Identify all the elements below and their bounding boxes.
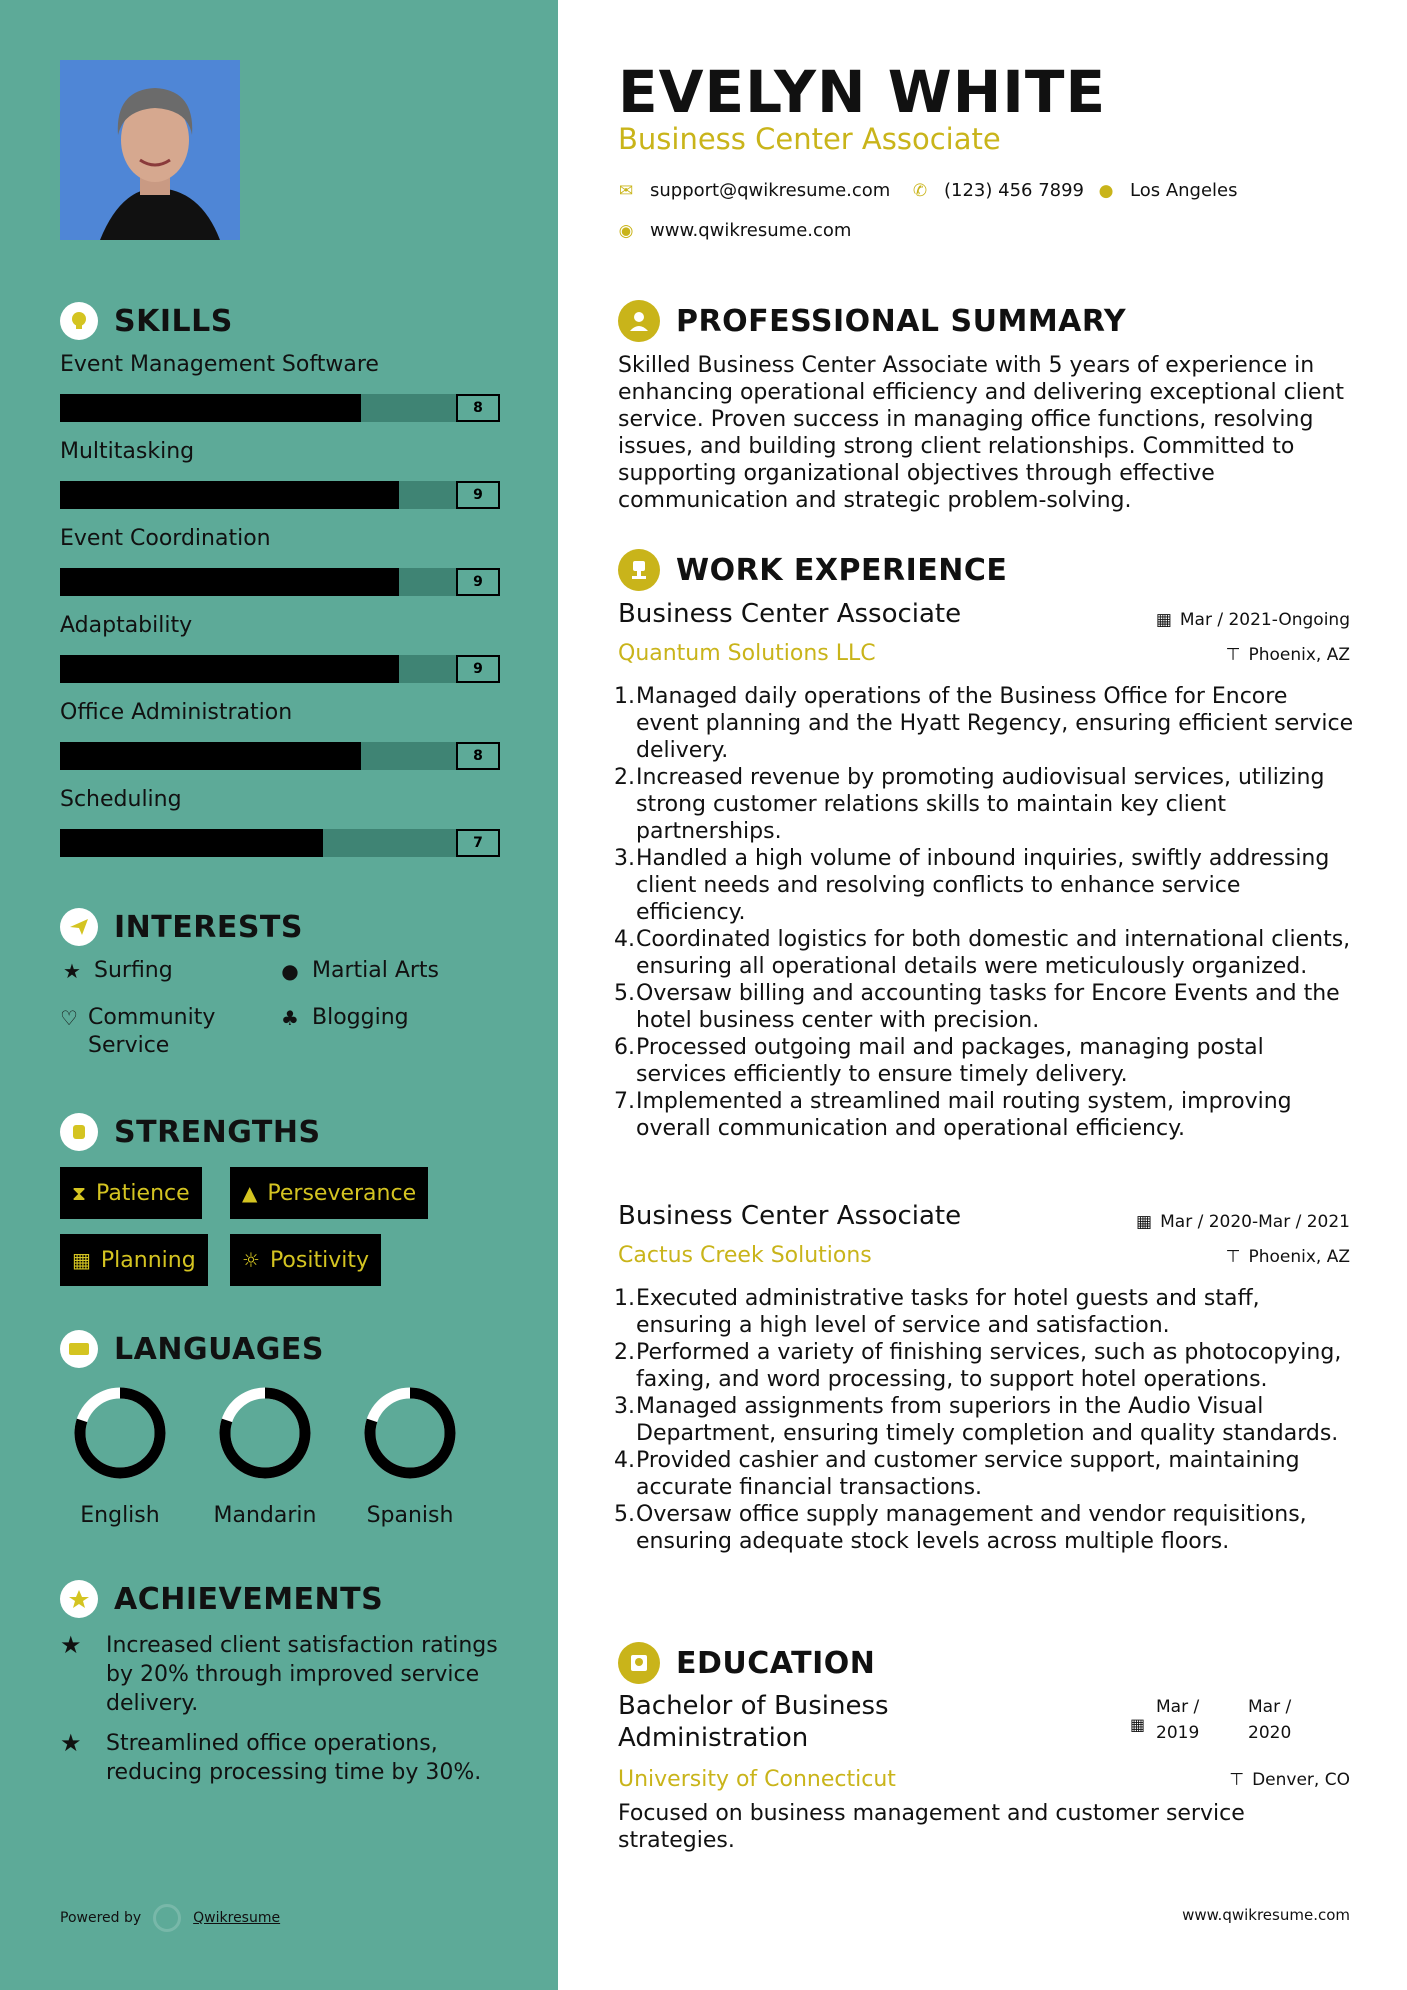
skill-row	[60, 700, 500, 770]
education-degree: Bachelor of Business Administration	[618, 1691, 889, 1753]
skill-value: 8	[456, 742, 500, 770]
star-list-icon: ★	[60, 1631, 82, 1659]
job-dates	[1156, 610, 1350, 630]
language-item	[340, 1385, 480, 1528]
language-label: Spanish	[366, 1503, 454, 1528]
skill-value: 9	[456, 568, 500, 596]
skill-bar-fill	[60, 481, 399, 509]
location-text: Los Angeles	[1130, 180, 1238, 201]
handshake-icon: ♡	[60, 1006, 78, 1030]
powered-label: Powered by	[60, 1910, 142, 1926]
powered-by	[60, 1904, 280, 1932]
achievement-item	[60, 1631, 500, 1718]
skill-label: Adaptability	[60, 613, 193, 638]
job-dates	[1136, 1212, 1350, 1232]
language-item	[50, 1385, 190, 1528]
education-end-year: 2020	[1248, 1723, 1292, 1743]
website-text: www.qwikresume.com	[650, 220, 852, 241]
interest-label: Surfing	[94, 958, 173, 983]
skill-label: Event Management Software	[60, 352, 379, 377]
education-description: Focused on business management and customer service strategies.	[618, 1801, 1245, 1853]
list-item: 5. Oversaw office supply management and vendor requisitions, ensuring adequate stock levels across multiple floors.	[614, 1502, 1307, 1554]
lightbulb-icon	[60, 302, 98, 340]
user-icon	[618, 300, 660, 342]
list-item: 2. Performed a variety of finishing services, such as photocopying, faxing, and word processing, to support hotel operations.	[614, 1340, 1342, 1392]
education-end	[1248, 1694, 1291, 1746]
skill-value: 8	[456, 394, 500, 422]
contact-email[interactable]	[616, 180, 890, 201]
summary-header	[618, 300, 1126, 342]
job-location	[1226, 645, 1350, 665]
interest-item	[60, 1004, 250, 1060]
users-icon: ♣	[281, 1006, 299, 1030]
road-icon: ▲	[242, 1181, 258, 1205]
interests-header	[60, 908, 303, 946]
skill-bar	[60, 829, 500, 857]
language-item	[195, 1385, 335, 1528]
achievement-text: Increased client satisfaction ratings by 20% through improved service delivery.	[106, 1633, 498, 1716]
education-header	[618, 1642, 875, 1684]
education-start	[1156, 1694, 1199, 1746]
skill-bar-fill	[60, 742, 361, 770]
strengths-title: STRENGTHS	[114, 1114, 321, 1150]
job-title: Business Center Associate	[618, 599, 962, 629]
skill-row	[60, 352, 500, 422]
list-item: 3. Managed assignments from superiors in the Audio Visual Department, ensuring timely completion and quality standards.	[614, 1394, 1339, 1446]
achievement-text: Streamlined office operations, reducing processing time by 30%.	[106, 1731, 482, 1785]
strength-chip	[60, 1167, 202, 1219]
pin-icon: ⊤	[1229, 1770, 1245, 1790]
job-company: Cactus Creek Solutions	[618, 1243, 872, 1268]
list-item: 6. Processed outgoing mail and packages, managing postal services efficiently to ensure timely delivery.	[614, 1035, 1264, 1087]
strength-label: Positivity	[269, 1247, 369, 1273]
strength-label: Perseverance	[267, 1180, 417, 1206]
list-item: 4. Provided cashier and customer service support, maintaining accurate financial transactions.	[614, 1448, 1300, 1500]
globe-icon: ●	[281, 959, 299, 983]
achievements-title: ACHIEVEMENTS	[114, 1581, 384, 1617]
candidate-name: EVELYN WHITE	[618, 58, 1107, 126]
experience-title: WORK EXPERIENCE	[676, 552, 1008, 588]
job-company: Quantum Solutions LLC	[618, 641, 876, 666]
list-item: 4. Coordinated logistics for both domestic and international clients, ensuring all operational details were meticulously organized.	[614, 927, 1351, 979]
job-title: Business Center Associate	[618, 1201, 962, 1231]
job-location	[1226, 1247, 1350, 1267]
skill-bar-fill	[60, 829, 323, 857]
job-location-text: Phoenix, AZ	[1248, 645, 1350, 665]
skill-bar	[60, 742, 500, 770]
skill-row	[60, 787, 500, 857]
summary-text: Skilled Business Center Associate with 5 years of experience in enhancing operational efficiency and delivering exceptional client service. Proven success in managing office functions, resolving issues, and building strong client relationships. Committed to supporting organizational objectives through effective communication and strategic problem-solving.	[618, 353, 1345, 513]
sidebar	[0, 0, 558, 1990]
candidate-role: Business Center Associate	[618, 122, 1001, 156]
job-bullets	[614, 1285, 1354, 1555]
profile-photo	[60, 60, 240, 240]
strengths-header	[60, 1113, 321, 1151]
language-ring	[362, 1385, 458, 1481]
education-start-line: Mar /	[1156, 1697, 1200, 1717]
strength-chip	[230, 1234, 381, 1286]
star-list-icon: ★	[60, 1729, 82, 1757]
list-item: 1. Executed administrative tasks for hotel guests and staff, ensuring a high level of service and satisfaction.	[614, 1286, 1260, 1338]
phone-icon: ✆	[912, 180, 928, 201]
paper-plane-icon	[60, 908, 98, 946]
strength-label: Patience	[96, 1180, 190, 1206]
contact-phone[interactable]	[910, 180, 1084, 201]
pin-icon: ⊤	[1225, 1247, 1241, 1267]
skill-label: Multitasking	[60, 439, 195, 464]
achievements-header	[60, 1580, 383, 1618]
skill-bar-fill	[60, 394, 361, 422]
footer-website[interactable]: www.qwikresume.com	[1182, 1906, 1350, 1924]
envelope-icon: ✉	[618, 180, 634, 201]
interest-item	[278, 1004, 409, 1032]
phone-text: (123) 456 7899	[944, 180, 1085, 201]
job-dates-text: Mar / 2020-Mar / 2021	[1160, 1212, 1350, 1232]
interest-label: Community Service	[88, 1005, 216, 1058]
calendar-icon: ▦	[72, 1248, 91, 1272]
list-item: 2. Increased revenue by promoting audiovisual services, utilizing strong customer relations skills to maintain key client partnerships.	[614, 765, 1325, 844]
skill-row	[60, 613, 500, 683]
powered-brand-link[interactable]: Qwikresume	[193, 1910, 281, 1926]
strength-chip	[60, 1234, 208, 1286]
interest-label: Martial Arts	[312, 958, 440, 983]
calendar-icon: ▦	[1136, 1212, 1153, 1232]
sun-icon: ☼	[242, 1248, 260, 1272]
skills-title: SKILLS	[114, 303, 233, 339]
achievement-item	[60, 1729, 500, 1787]
languages-title: LANGUAGES	[114, 1331, 324, 1367]
language-label: English	[80, 1503, 160, 1528]
skills-header	[60, 302, 233, 340]
skill-bar-fill	[60, 568, 399, 596]
hourglass-icon: ⧗	[72, 1181, 87, 1205]
main-content	[558, 0, 1407, 1990]
skill-value: 9	[456, 481, 500, 509]
office-chair-icon	[618, 549, 660, 591]
list-item: 7. Implemented a streamlined mail routing system, improving overall communication and operational efficiency.	[614, 1089, 1292, 1141]
skill-value: 7	[456, 829, 500, 857]
strength-label: Planning	[100, 1247, 196, 1273]
summary-title: PROFESSIONAL SUMMARY	[676, 303, 1127, 339]
language-icon	[60, 1330, 98, 1368]
interest-item	[60, 957, 173, 985]
pin-icon: ⊤	[1225, 645, 1241, 665]
qwikresume-logo-icon	[153, 1904, 181, 1932]
skill-bar-fill	[60, 655, 399, 683]
skill-bar	[60, 394, 500, 422]
skill-bar	[60, 568, 500, 596]
fist-icon	[60, 1113, 98, 1151]
language-ring	[72, 1385, 168, 1481]
languages-header	[60, 1330, 324, 1368]
education-title: EDUCATION	[676, 1645, 876, 1681]
skill-row	[60, 439, 500, 509]
language-label: Mandarin	[213, 1503, 317, 1528]
skill-bar	[60, 481, 500, 509]
trophy-star-icon	[60, 1580, 98, 1618]
interests-title: INTERESTS	[114, 909, 303, 945]
interest-label: Blogging	[312, 1005, 409, 1030]
contact-location	[1096, 180, 1238, 201]
experience-header	[618, 549, 1007, 591]
education-location	[1229, 1770, 1350, 1790]
calendar-icon: ▦	[1130, 1715, 1146, 1734]
education-school: University of Connecticut	[618, 1767, 896, 1792]
education-start-year: 2019	[1156, 1723, 1200, 1743]
list-item: 5. Oversaw billing and accounting tasks for Encore Events and the hotel business center with precision.	[614, 981, 1340, 1033]
skill-bar	[60, 655, 500, 683]
job-dates-text: Mar / 2021-Ongoing	[1179, 610, 1350, 630]
skill-label: Event Coordination	[60, 526, 271, 551]
calendar-icon: ▦	[1155, 610, 1172, 630]
skill-label: Office Administration	[60, 700, 293, 725]
graduate-icon	[618, 1642, 660, 1684]
strength-chip	[230, 1167, 428, 1219]
interest-item	[278, 957, 439, 985]
list-item: 3. Handled a high volume of inbound inquiries, swiftly addressing client needs and resolving conflicts to enhance service efficiency.	[614, 846, 1330, 925]
job-location-text: Phoenix, AZ	[1248, 1247, 1350, 1267]
globe-icon: ◉	[618, 220, 634, 241]
list-item: 1. Managed daily operations of the Business Office for Encore event planning and the Hyatt Regency, ensuring efficient service delivery.	[614, 684, 1354, 763]
star-icon: ★	[63, 959, 81, 983]
language-ring	[217, 1385, 313, 1481]
skill-label: Scheduling	[60, 787, 182, 812]
skill-row	[60, 526, 500, 596]
map-pin-icon: ●	[1098, 180, 1114, 201]
education-location-text: Denver, CO	[1252, 1770, 1350, 1790]
contact-website[interactable]	[616, 220, 851, 241]
job-bullets	[614, 683, 1354, 1142]
skill-value: 9	[456, 655, 500, 683]
education-end-line: Mar /	[1248, 1697, 1292, 1717]
email-text: support@qwikresume.com	[650, 180, 891, 201]
